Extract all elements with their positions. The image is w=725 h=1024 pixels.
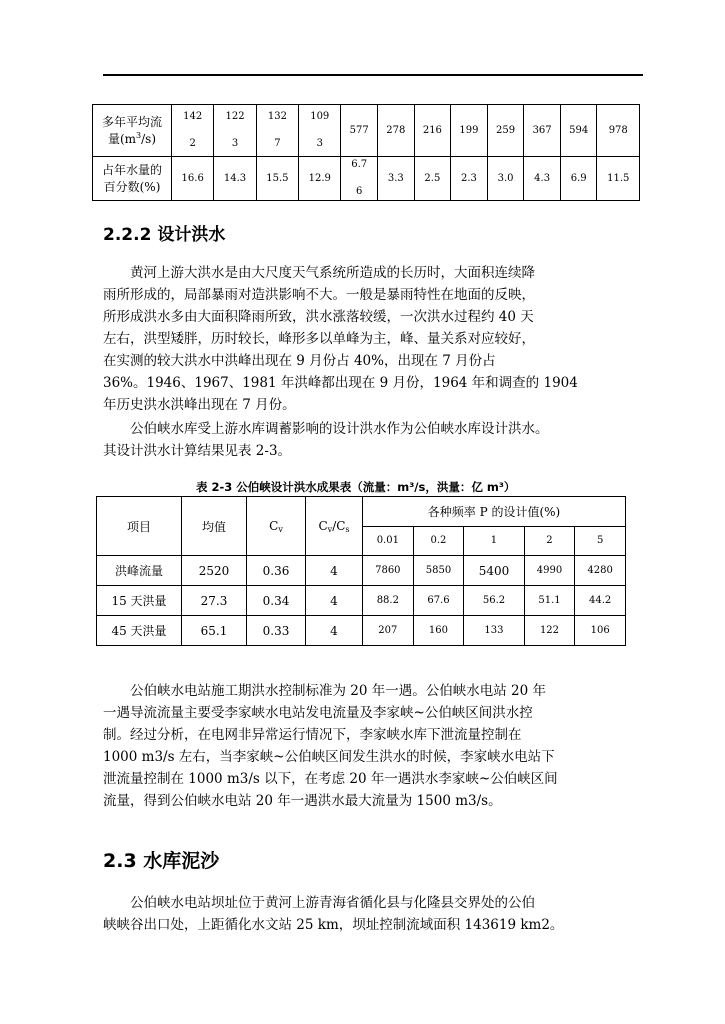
table-cell: 3.0: [487, 157, 524, 201]
table-cell: 6.7 6: [341, 157, 378, 201]
table-cell: 3.3: [378, 157, 415, 201]
table-row: [93, 105, 640, 157]
table-cell: 7860: [363, 556, 414, 586]
row-name: 45 天洪量: [97, 616, 182, 646]
header-frequency: 各种频率 P 的设计值(%): [363, 497, 626, 527]
table-cell: 44.2: [575, 586, 626, 616]
table-cell: 278: [378, 105, 415, 157]
table-cell: 67.6: [413, 586, 464, 616]
header-item: 项目: [97, 497, 182, 556]
row-name: 15 天洪量: [97, 586, 182, 616]
table-cell: 2.3: [451, 157, 488, 201]
table-cell: 142 2: [172, 105, 214, 157]
table-cell: 109 3: [299, 105, 341, 157]
table-cell: 16.6: [172, 157, 214, 201]
table-cell: 133: [464, 616, 524, 646]
table-cell: 216: [414, 105, 451, 157]
table-row: [97, 586, 626, 616]
table-cell: 4280: [575, 556, 626, 586]
row-label: 占年水量的 百分数(%): [93, 157, 172, 201]
row-mean: 65.1: [182, 616, 247, 646]
header-cv: $C_v$: [247, 497, 306, 556]
table-cell: 5400: [464, 556, 524, 586]
table-cell: 160: [413, 616, 464, 646]
table-cell: 577: [341, 105, 378, 157]
header-rule: [103, 74, 643, 76]
paragraph: 公伯峡水库受上游水库调蓄影响的设计洪水作为公伯峡水库设计洪水。 其设计洪水计算结果见表 2-3。: [103, 421, 549, 459]
table-cell: 4990: [524, 556, 575, 586]
header-cv-cs: $C_v/C_s$: [306, 497, 363, 556]
freq-header: 0.2: [413, 526, 464, 556]
table-cell: 51.1: [524, 586, 575, 616]
row-label: 多年平均流 量$(m^3/s)$: [93, 105, 172, 157]
table-row: [97, 497, 626, 527]
freq-header: 2: [524, 526, 575, 556]
paragraph: 公伯峡水电站坝址位于黄河上游青海省循化县与化隆县交界处的公伯 峡峡谷出口处，上距循化水文站 25 km，坝址控制流域面积 143619 km2。: [103, 895, 564, 933]
row-mean: 27.3: [182, 586, 247, 616]
freq-header: 5: [575, 526, 626, 556]
table-cell: 594: [560, 105, 597, 157]
row-ratio: 4: [306, 616, 363, 646]
header-mean: 均值: [182, 497, 247, 556]
table-cell: 15.5: [256, 157, 298, 201]
row-name: 洪峰流量: [97, 556, 182, 586]
table-cell: 2.5: [414, 157, 451, 201]
row-cv: 0.34: [247, 586, 306, 616]
paragraph: 黄河上游大洪水是由大尺度天气系统所造成的长历时，大面积连续降 雨所形成的，局部暴雨对造洪影响不大。一般是暴雨特性在地面的反映， 所形成洪水多由大面积降雨所致，洪水涨落较缓，一次洪水过程约 40 天 左右，洪型矮胖，历时较长，峰形多以单峰为主，峰、量关系对应较好， 在实测的较大洪水中洪峰出现在 9 月份占 40%，出现在 7 月份占 36%。1946、1967、1981 年洪峰都出现在 9 月份，1964 年和调查的 1904 年历史洪水洪峰出现在 7 月份。: [103, 265, 578, 413]
table-cell: 6.9: [560, 157, 597, 201]
row-mean: 2520: [182, 556, 247, 586]
table-row: [93, 157, 640, 201]
table-cell: 207: [363, 616, 414, 646]
table-cell: 88.2: [363, 586, 414, 616]
freq-header: 0.01: [363, 526, 414, 556]
table-cell: 259: [487, 105, 524, 157]
row-cv: 0.36: [247, 556, 306, 586]
table-cell: 122 3: [214, 105, 256, 157]
table-cell: 56.2: [464, 586, 524, 616]
table-cell: 11.5: [597, 157, 640, 201]
row-cv: 0.33: [247, 616, 306, 646]
table-cell: 978: [597, 105, 640, 157]
row-ratio: 4: [306, 586, 363, 616]
paragraph: 公伯峡水电站施工期洪水控制标准为 20 年一遇。公伯峡水电站 20 年 一遇导流流量主要受李家峡水电站发电流量及李家峡~公伯峡区间洪水控 制。经过分析，在电网非异常运行情况下，李家峡水库下泄流量控制在 1000 m3/s 左右，当李家峡~公伯峡区间发生洪水的时候，李家峡水电站下 泄流量控制在 1000 m3/s 以下，在考虑 20 年一遇洪水李家峡~公伯峡区间 流量，得到公伯峡水电站 20 年一遇洪水最大流量为 1500 m3/s。: [103, 683, 558, 809]
table-row: [97, 616, 626, 646]
table-cell: 122: [524, 616, 575, 646]
table-cell: 5850: [413, 556, 464, 586]
row-ratio: 4: [306, 556, 363, 586]
table-cell: 199: [451, 105, 488, 157]
design-flood-table: [96, 496, 626, 646]
table-cell: 132 7: [256, 105, 298, 157]
table-cell: 14.3: [214, 157, 256, 201]
monthly-flow-table: [92, 104, 640, 201]
table-caption: 表 2-3 公伯峡设计洪水成果表（流量：m³/s，洪量：亿 m³）: [196, 480, 516, 494]
table-row: [97, 556, 626, 586]
freq-header: 1: [464, 526, 524, 556]
table-cell: 12.9: [299, 157, 341, 201]
table-cell: 4.3: [524, 157, 561, 201]
section-heading-design-flood: 2.2.2 设计洪水: [103, 225, 226, 245]
table-cell: 367: [524, 105, 561, 157]
table-cell: 106: [575, 616, 626, 646]
section-heading-reservoir-sediment: 2.3 水库泥沙: [103, 850, 220, 872]
